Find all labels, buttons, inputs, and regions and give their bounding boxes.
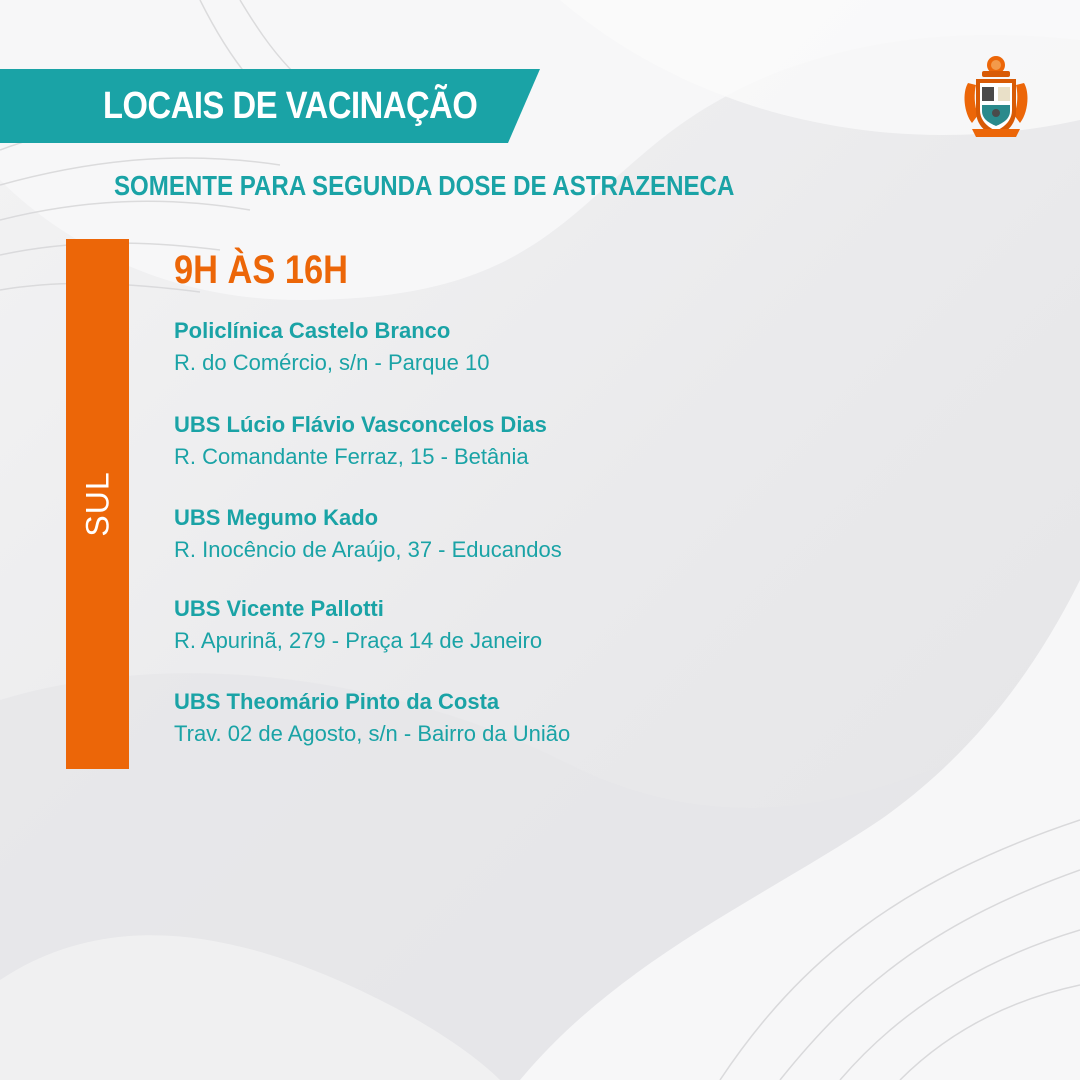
location-name: UBS Theomário Pinto da Costa (174, 689, 500, 714)
location-address: R. do Comércio, s/n - Parque 10 (174, 350, 490, 375)
list-item (174, 409, 934, 473)
location-name: UBS Megumo Kado (174, 505, 379, 530)
location-name: UBS Lúcio Flávio Vasconcelos Dias (174, 412, 547, 437)
region-bar (66, 239, 129, 769)
list-item (174, 315, 934, 379)
region-label: SUL (79, 471, 115, 537)
page-subtitle: SOMENTE PARA SEGUNDA DOSE DE ASTRAZENECA (114, 170, 735, 201)
city-coat-of-arms-icon (962, 53, 1030, 141)
list-item (174, 502, 934, 566)
list-item (174, 686, 934, 750)
title-banner (0, 69, 540, 143)
location-address: R. Comandante Ferraz, 15 - Betânia (174, 444, 529, 469)
location-name: Policlínica Castelo Branco (174, 318, 451, 343)
schedule-hours: 9H ÀS 16H (174, 248, 348, 292)
location-address: R. Apurinã, 279 - Praça 14 de Janeiro (174, 628, 543, 653)
location-address: R. Inocêncio de Araújo, 37 - Educandos (174, 537, 562, 562)
page-title: LOCAIS DE VACINAÇÃO (103, 85, 478, 127)
list-item (174, 593, 934, 657)
location-address: Trav. 02 de Agosto, s/n - Bairro da União (174, 721, 571, 746)
location-name: UBS Vicente Pallotti (174, 596, 384, 621)
